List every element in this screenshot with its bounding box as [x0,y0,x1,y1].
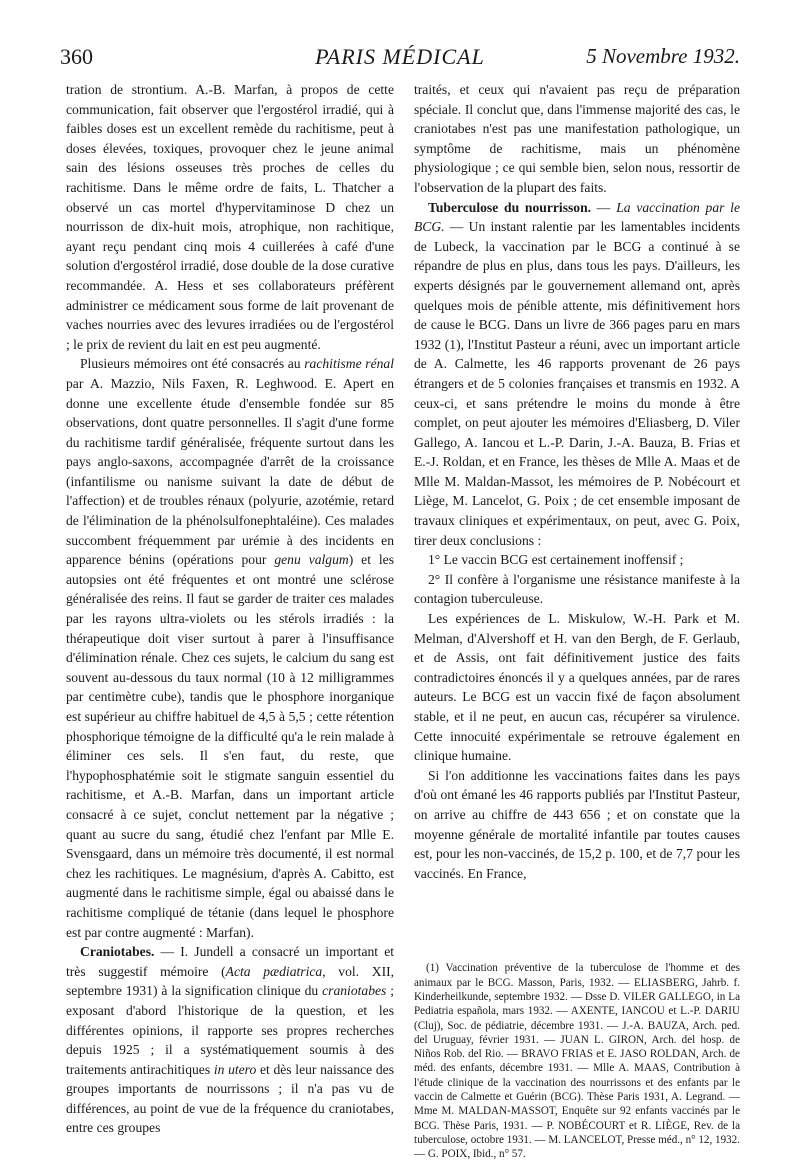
right-column [414,80,740,1162]
right-paragraph-4: Si l'on additionne les vaccinations faites dans les pays d'où ont émané les 46 rapports publiés par l'Institut Pasteur, on arrive au chiffre de 443 656 ; et on constate que la moyenne générale de mortalité infantile par toutes causes est, pour les non-vaccinés, de 15,2 p. 100, et de 7,7 pour les vaccinés. En France, [414,767,740,881]
subheading-vaccination-bcg: La vaccination par le BCG. [414,199,740,235]
emphasis-rachitisme-renal: rachitisme rénal [304,356,395,372]
section-heading-craniotabes: Craniotabes. [80,944,155,960]
conclusion-1: 1° Le vaccin BCG est certainement inoffensif ; [428,552,684,568]
section-heading-tuberculose: Tuberculose du nourrisson. [428,199,592,215]
right-paragraph-3: Les expériences de L. Miskulow, W.-H. Park et M. Melman, d'Alvershoff et H. van den Bergh, de F. Gerlaub, et de Assis, ont fait définitivement justice des faits contradictoires énoncés il y a quelques années, par de rares auteurs. Le BCG est un vaccin fixé de façon absolument stable, et il ne peut, en aucun cas, récupérer sa virulence. Cette innocuité expérimentale se retrouve également en clinique humaine. [414,611,740,764]
left-paragraph-1: tration de strontium. A.-B. Marfan, à propos de cette communication, fait observer que l'ergostérol irradié, qui à faibles doses est un excellent remède du rachitisme, peut à doses élevées, toxiques, provoquer chez le jeune animal sain des lésions osseuses très proches de celles du rachitisme. Dans le même ordre de faits, L. Thatcher a observé un cas mortel d'hypervitaminose D chez un nourrisson de dix-huit mois, atrophique, non rachitique, ayant reçu pendant cinq mois 4 cuillerées à café d'une solution d'ergostérol irradié, dose double de la dose curative recommandée. A. Hess et ses collaborateurs préfèrent administrer ce médicament sous forme de lait provenant de vaches nourries avec des levures irradiées ou de l'ergostérol ; le prix de revient du lait en est peu augmenté. [66,82,394,352]
footnote-text: (1) Vaccination préventive de la tuberculose de l'homme et des animaux par le BCG. Masson, Paris, 1932. — ELIASBERG, Jahrb. f. Kinderheilkunde, septembre 1932. — Dsse D. VILER GALLEGO, in La Pediatria española, mars 1932. — AXENTE, IANCOU et L.-P. DARIU (Cluj), Soc. de pédiatrie, décembre 1931. — J.-A. BAUZA, Arch. ped. del Uruguay, février 1931. — JUAN L. GIRON, Arch. del hosp. de Niños Rob. del Rio. — BRAVO FRIAS et E. JASO ROLDAN, Arch. de méd. des enfants, décembre 1931. — Mlle A. MAAS, Contribution à l'étude clinique de la vaccination des nourrissons et des enfants par le vaccin de Calmette et Guérin (BCG). Thèse Paris 1931, A. Legrand. — Mme M. MALDAN-MASSOT, Enquête sur 92 enfants vaccinés par le BCG. Thèse Paris, 1931. — P. NOBÉCOURT et R. LIÈGE, Rev. de la tuberculose, octobre 1931. — M. LANCELOT, Presse méd., n° 12, 1932. — G. POIX, Ibid., n° 57. [414,962,740,1161]
journal-title: PARIS MÉDICAL [315,44,485,69]
conclusion-2: 2° Il confère à l'organisme une résistance manifeste à la contagion tuberculeuse. [414,571,740,607]
footnote [414,961,740,1161]
left-paragraph-craniotabes: Craniotabes. — I. Jundell a consacré un important et très suggestif mémoire (Acta pædiatrica, vol. XII, septembre 1931) à la signification clinique du craniotabes ; exposant d'abord l'historique de la question, et les différentes opinions, il rapporte ses propres recherches depuis 1925 ; il a systématiquement soumis à des traitements antirachitiques in utero et dès leur naissance des groupes importants de nourrissons ; il n'a pas vu de différences, au point de vue de la fréquence du craniotabes, entre ces groupes [66,944,395,1136]
right-paragraph-bcg: Tuberculose du nourrisson. — La vaccination par le BCG. — Un instant ralentie par les lamentables incidents de Lubeck, la vaccination par le BCG a continué à se répandre de plus en plus, dans tous les pays. D'ailleurs, les experts désignés par le gouvernement allemand ont, après quelques mois de pénible attente, mis définitivement hors de cause le BCG. Dans un livre de 366 pages paru en mars 1932 (1), l'Institut Pasteur a réuni, avec un important article de A. Calmette, les 46 rapports provenant de 26 pays étrangers et de 5 colonies françaises et transmis en 1932. A ceux-ci, et sans prétendre le moins du monde à être complet, on peut ajouter les mémoires d'Eliasberg, D. Viler Gallego, A. Iancou et L.-P. Darin, J.-A. Bauza, B. Frias et E.-J. Roldan, et en France, les thèses de Mlle A. Maas et de Mlle M. Maldan-Massot, les mémoires de P. Nobécourt et Liège, M. Lancelot, G. Poix ; de cet ensemble imposant de travaux cliniques et expérimentaux, on peut, avec G. Poix, tirer deux conclusions : [414,199,740,548]
left-paragraph-2: Plusieurs mémoires ont été consacrés au rachitisme rénal par A. Mazzio, Nils Faxen, R. Leghwood. E. Apert en donne une excellente étude d'ensemble fondée sur 85 observations, dont quatre personnelles. Il s'agit d'une forme du rachitisme tardif généralisée, fréquente surtout dans les pays anglo-saxons, accompagnée d'arrêt de la croissance (infantilisme ou nanisme suivant la date de début de l'affection) et de troubles rénaux (polyurie, azotémie, retard de l'élimination de la phénolsulfonephtaléine). Ces malades succombent fréquemment par urémie à des incidents en apparence bénins (opérations pour genu valgum) et les autopsies ont été fréquentes et ont montré une sclérose généralisée des reins. Il faut se garder de traiter ces malades par les rayons ultra-violets ou les stérols irradiés : la thérapeutique doit viser surtout à parer à l'insuffisance d'élimination rénale. Chez ces sujets, le calcium du sang est souvent au-dessous du taux normal (10 à 12 milligrammes par centimètre cube), tandis que le phosphore inorganique est supérieur au chiffre habituel de 4,5 à 5,5 ; cette rétention phosphorique témoigne de la difficulté qu'a le rein malade à éliminer ces sels. Il s'en faut, du reste, que l'hypophosphatémie soit le stigmate sanguin essentiel du rachitisme, et A.-B. Marfan, dans un important article consacré à ce sujet, conclut nettement par la négative ; quant au sucre du sang, étudié chez l'enfant par Mlle E. Svensgaard, dans un mémoire très documenté, il est normal chez les rachitiques. Le magnésium, d'après A. Cabitto, est augmenté dans le rachitisme simple, égal ou abaissé dans le rachitisme compliqué de tétanie (dans lequel le phosphore est par contre augmenté : Marfan). [66,356,395,940]
right-paragraph-1: traités, et ceux qui n'avaient pas reçu de préparation spéciale. Il conclut que, dans l'immense majorité des cas, le craniotabes n'est pas une manifestation pathologique, un symptôme de rachitisme, mais un phénomène physiologique ; ce qui semble bien, selon nous, ressortir de l'observation de la plupart des faits. [414,82,740,195]
issue-date: 5 Novembre 1932. [586,44,740,68]
left-column [66,80,394,1138]
emphasis-genu-valgum: genu valgum [274,552,349,568]
page-number: 360 [60,44,93,69]
page-header [60,44,740,74]
